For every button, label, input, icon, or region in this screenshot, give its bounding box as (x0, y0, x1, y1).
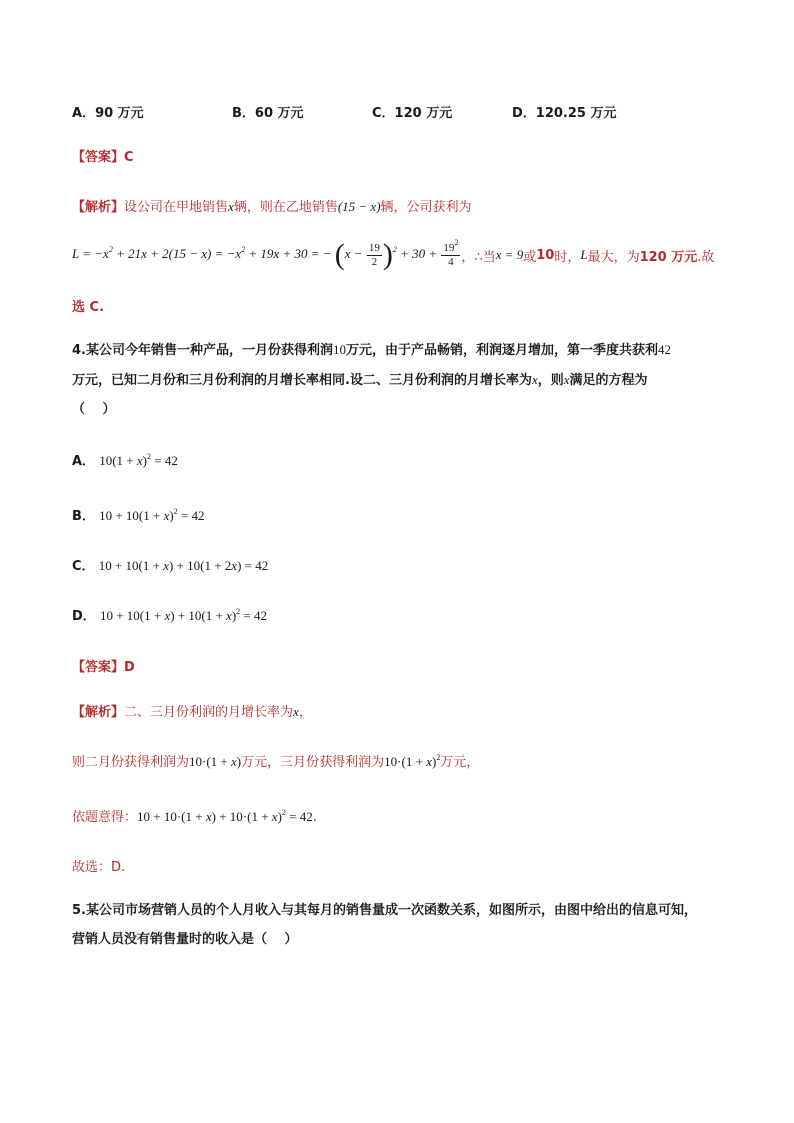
ten-value: 10 (536, 247, 555, 263)
answer-value: D (124, 660, 135, 675)
q3-choice-b (232, 102, 304, 121)
q4-analysis-line1 (72, 701, 312, 720)
analysis-text: 万元， (440, 755, 480, 770)
answer-value: C (124, 150, 134, 165)
q3-choice-d (512, 102, 617, 121)
q3-analysis-line1 (72, 196, 472, 215)
stem-text: 万元，已知二月份和三月份利润的月增长率相同.设二、三月份利润的月增长率为 (72, 373, 532, 388)
q3-choice-c (372, 102, 452, 121)
q3-select-line: 选 C. (72, 300, 105, 315)
choice-text: 120 万元 (394, 106, 453, 121)
therefore-text: ，∴当 (461, 249, 496, 265)
q5-stem-line2: 营销人员没有销售量时的收入是（ ） (72, 932, 298, 947)
choice-text: 60 万元 (254, 106, 304, 121)
answer-label: 【答案】 (72, 150, 125, 165)
analysis-label: 【解析】 (72, 705, 125, 720)
answer-label: 【答案】 (72, 660, 125, 675)
analysis-text: 则二月份获得利润为 (72, 755, 190, 770)
q4-analysis-line2 (72, 751, 479, 770)
analysis-label: 【解析】 (72, 200, 125, 215)
max-value: 120 万元 (639, 249, 698, 265)
expr-feb: 10·(1 + x) (189, 754, 242, 769)
choice-text: 120.25 万元 (535, 106, 617, 121)
q4-stem-line2 (72, 370, 648, 391)
q4-option-a (72, 450, 178, 469)
q4-option-c (72, 555, 268, 574)
var-x: x (531, 372, 538, 387)
q5-stem-line1: 5.某公司市场营销人员的个人月收入与其每月的销售量成一次函数关系，如图所示，由图中给出的信息可知， (72, 903, 697, 918)
analysis-text: . (312, 810, 317, 825)
q4-analysis-line3 (72, 806, 317, 825)
analysis-text: 辆，公司获利为 (380, 200, 472, 215)
stem-text: 4.某公司今年销售一种产品，一月份获得利润 (72, 343, 333, 358)
expr-15-minus-x: (15 − x) (337, 199, 381, 214)
or-text: 或 (523, 249, 537, 265)
analysis-text: 辆，则在乙地销售 (233, 200, 338, 215)
cond-x9: x = 9 (495, 247, 524, 262)
option-formula: $10 + 10(1 + x) + 10(1 + x)^2 = 42$ (99, 607, 268, 623)
q4-stem-line3: （ ） (72, 402, 116, 417)
analysis-text: 依题意得： (72, 810, 138, 825)
q4-stem-line1 (72, 340, 671, 361)
var-x: x (563, 372, 570, 387)
var-x: x (293, 704, 299, 719)
choice-letter: C． (372, 106, 395, 121)
choice-letter: B． (232, 106, 255, 121)
choice-text: 90 万元 (95, 106, 144, 121)
formula-main: $L = -x^2 + 21x + 2(15 - x) = -x^2 + 19x + 30$ = − (x − $\frac{19}{2}$ )$^2$ + 30 + $\frac{19^2}{4}$ (72, 237, 459, 271)
q3-choice-a (72, 102, 144, 121)
option-formula: 10 + 10(1 + x) + 10(1 + 2x) = 42 (98, 558, 269, 573)
stem-text: 万元，由于产品畅销，利润逐月增加，第一季度共获利 (345, 343, 658, 358)
q4-option-d (72, 605, 267, 624)
q4-option-b (72, 505, 205, 524)
stem-text: ，则 (537, 373, 564, 388)
q4-analysis-line4: 故选：D. (72, 860, 126, 875)
q3-formula-line (72, 232, 714, 278)
option-formula: $10(1 + x)^2 = 42$ (99, 452, 178, 468)
choice-letter: D． (512, 106, 536, 121)
max-text: 最大，为 (587, 249, 640, 265)
analysis-text: 万元，三月份获得利润为 (241, 755, 385, 770)
analysis-text: 设公司在甲地销售 (124, 200, 229, 215)
option-letter: C． (72, 559, 95, 574)
analysis-text: ， (298, 705, 312, 720)
option-letter: D． (72, 609, 96, 624)
option-formula: $10 + 10(1 + x)^2 = 42$ (99, 507, 205, 523)
num-42: 42 (658, 342, 671, 357)
stem-text: 满足的方程为 (569, 373, 648, 388)
q4-answer (72, 656, 135, 675)
when-text: 时， (554, 249, 581, 265)
period-text: .故 (697, 249, 715, 265)
expr-eq: $10 + 10\cdot(1 + x) + 10\cdot(1 + x)^2 = 42$ (137, 808, 313, 824)
num-10: 10 (332, 342, 346, 357)
option-letter: B． (72, 509, 95, 524)
option-letter: A． (72, 454, 96, 469)
var-L: L (580, 247, 588, 262)
choice-letter: A． (72, 106, 96, 121)
analysis-text: 二、三月份利润的月增长率为 (124, 705, 294, 720)
var-x: x (228, 199, 234, 214)
expr-mar: $10\cdot(1 + x)^2$ (384, 753, 441, 769)
q3-answer (72, 146, 134, 165)
